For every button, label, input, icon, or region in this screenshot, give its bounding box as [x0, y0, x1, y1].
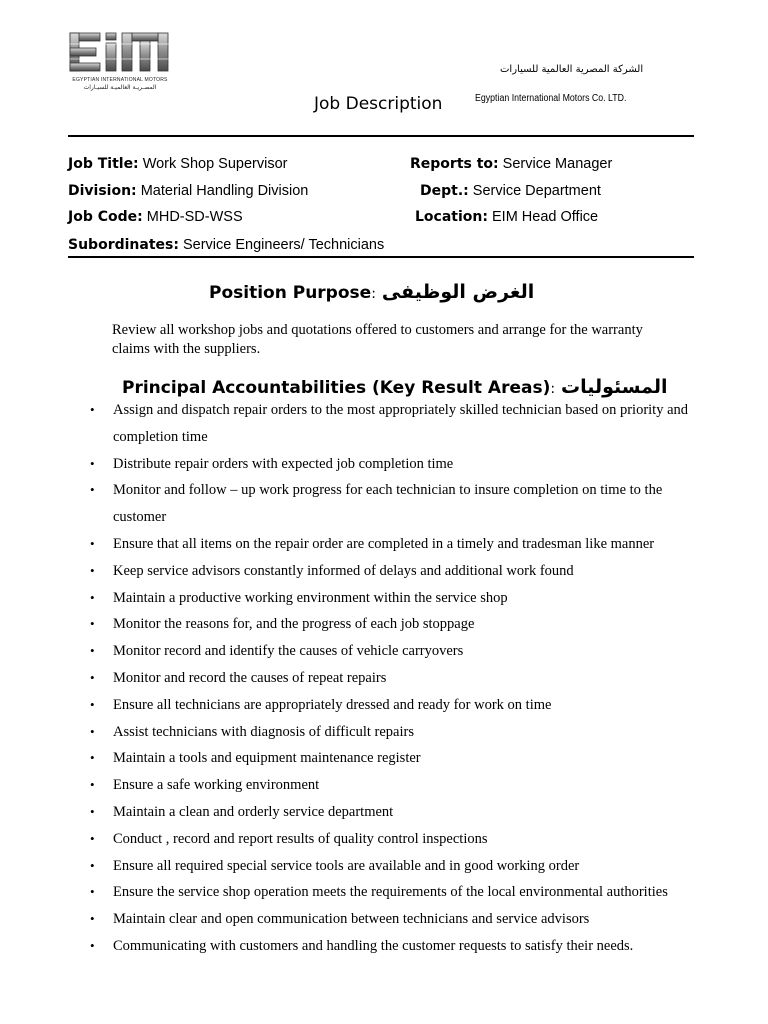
logo-text-arabic: المصـريـة العالميـة للسيـارات	[83, 84, 157, 91]
list-item-text: Ensure all required special service tools are available and in good working order	[113, 857, 580, 874]
bullet-icon: •	[90, 803, 95, 819]
location-field	[415, 209, 598, 225]
list-item-text: Communicating with customers and handling the customer requests to satisfy their needs.	[113, 937, 634, 954]
bullet-icon: •	[90, 669, 95, 685]
list-item	[90, 451, 700, 478]
list-item	[90, 719, 700, 746]
list-item	[90, 745, 700, 772]
bullet-icon: •	[90, 750, 95, 766]
list-item	[90, 906, 700, 933]
list-item	[90, 558, 700, 585]
accountabilities-heading-ar: المسئوليات	[561, 376, 668, 398]
fields-divider	[68, 256, 694, 258]
reports-to-value: Service Manager	[502, 156, 613, 172]
division-field	[68, 183, 308, 199]
location-label: Location:	[415, 209, 488, 225]
company-name-arabic: الشركة المصرية العالمية للسيارات	[500, 64, 644, 75]
job-code-field	[68, 209, 243, 225]
bullet-icon: •	[90, 857, 95, 873]
accountabilities-colon: :	[550, 381, 556, 397]
dept-label: Dept.:	[420, 183, 469, 199]
bullet-icon: •	[90, 562, 95, 578]
dept-value: Service Department	[472, 183, 601, 199]
bullet-icon: •	[90, 777, 95, 793]
division-value: Material Handling Division	[140, 183, 309, 199]
bullet-icon: •	[90, 643, 95, 659]
list-item	[90, 531, 700, 558]
bullet-icon: •	[90, 696, 95, 712]
list-item	[90, 772, 700, 799]
position-purpose-colon: :	[371, 286, 376, 302]
subordinates-value: Service Engineers/ Technicians	[182, 237, 385, 253]
list-item	[90, 933, 700, 960]
subordinates-label: Subordinates:	[68, 237, 179, 253]
header-divider	[68, 135, 694, 137]
eim-logo-mark	[68, 30, 172, 74]
subordinates-field	[68, 237, 384, 253]
position-purpose-heading-en: Position Purpose	[209, 283, 372, 303]
list-item	[90, 611, 700, 638]
dept-field	[420, 183, 601, 199]
list-item-text: Monitor and record the causes of repeat repairs	[113, 669, 387, 686]
bullet-icon: •	[90, 937, 95, 953]
bullet-icon: •	[90, 616, 95, 632]
bullet-icon: •	[90, 589, 95, 605]
bullet-icon: •	[90, 402, 95, 417]
bullet-icon: •	[90, 482, 95, 498]
bullet-icon: •	[90, 911, 95, 927]
list-item	[90, 853, 700, 880]
list-item-text: Ensure that all items on the repair order are completed in a timely and tradesman like manner	[113, 535, 655, 552]
list-item	[90, 638, 700, 665]
bullet-icon: •	[90, 535, 95, 551]
document-title: Job Description	[314, 94, 443, 114]
list-item-text: Ensure all technicians are appropriately dressed and ready for work on time	[113, 696, 552, 713]
job-title-field	[68, 156, 287, 172]
company-logo	[68, 30, 172, 91]
list-item-text: Assign and dispatch repair orders to the most appropriately skilled technician based on priority and completion time	[113, 402, 689, 445]
list-item	[90, 879, 700, 906]
list-item	[90, 799, 700, 826]
list-item-text: Conduct , record and report results of quality control inspections	[113, 830, 488, 847]
company-name-english: Egyptian International Motors Co. LTD.	[475, 93, 627, 104]
reports-to-label: Reports to:	[410, 156, 499, 172]
job-title-value: Work Shop Supervisor	[142, 156, 288, 172]
position-purpose-text: Review all workshop jobs and quotations offered to customers and arrange for the warranty claims with the suppliers.	[112, 322, 643, 357]
job-title-label: Job Title:	[68, 156, 139, 172]
list-item-text: Ensure the service shop operation meets the requirements of the local environmental authorities	[113, 884, 668, 901]
list-item-text: Maintain a clean and orderly service department	[113, 803, 394, 820]
location-value: EIM Head Office	[492, 209, 599, 225]
list-item-text: Monitor record and identify the causes of vehicle carryovers	[113, 643, 464, 660]
division-label: Division:	[68, 183, 137, 199]
list-item	[90, 826, 700, 853]
accountabilities-list	[90, 397, 700, 960]
list-item-text: Monitor the reasons for, and the progress of each job stoppage	[113, 616, 475, 633]
bullet-icon: •	[90, 455, 95, 471]
bullet-icon: •	[90, 884, 95, 900]
list-item	[90, 665, 700, 692]
accountabilities-heading	[122, 376, 668, 398]
job-code-label: Job Code:	[68, 209, 143, 225]
accountabilities-heading-en: Principal Accountabilities (Key Result Areas)	[122, 378, 551, 398]
bullet-icon: •	[90, 723, 95, 739]
list-item	[90, 397, 700, 451]
list-item	[90, 692, 700, 719]
reports-to-field	[410, 156, 612, 172]
list-item	[90, 477, 700, 531]
list-item-text: Maintain clear and open communication between technicians and service advisors	[113, 911, 590, 928]
position-purpose-heading	[209, 281, 534, 303]
logo-text-english: EGYPTIAN INTERNATIONAL MOTORS	[72, 77, 168, 83]
bullet-icon: •	[90, 830, 95, 846]
position-purpose-heading-ar: الغرض الوظيفى	[381, 281, 535, 303]
list-item-text: Distribute repair orders with expected job completion time	[113, 455, 454, 472]
list-item-text: Maintain a productive working environment within the service shop	[113, 589, 508, 606]
list-item-text: Assist technicians with diagnosis of difficult repairs	[113, 723, 414, 740]
list-item-text: Maintain a tools and equipment maintenance register	[113, 750, 421, 767]
list-item-text: Keep service advisors constantly informed of delays and additional work found	[113, 562, 574, 579]
list-item-text: Ensure a safe working environment	[113, 777, 320, 794]
list-item-text: Monitor and follow – up work progress for each technician to insure completion on time to the customer	[113, 482, 663, 526]
job-code-value: MHD-SD-WSS	[146, 209, 243, 225]
list-item	[90, 585, 700, 612]
